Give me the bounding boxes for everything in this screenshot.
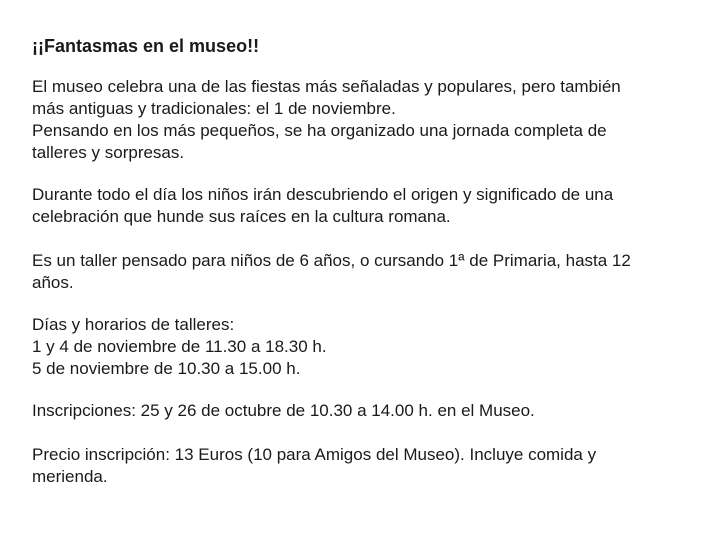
paragraph-intro-line-1: El museo celebra una de las fiestas más señaladas y populares, pero también [32, 77, 621, 96]
paragraph-ages-line-1: Es un taller pensado para niños de 6 años, o cursando 1ª de Primaria, hasta 12 [32, 251, 631, 270]
price-line-2: merienda. [32, 467, 108, 486]
schedule-line-1: 1 y 4 de noviembre de 11.30 a 18.30 h. [32, 337, 327, 356]
paragraph-intro-line-2: más antiguas y tradicionales: el 1 de noviembre. [32, 99, 396, 118]
paragraph-origin-line-1: Durante todo el día los niños irán descubriendo el origen y significado de una [32, 185, 614, 204]
page-title: ¡¡Fantasmas en el museo!! [32, 36, 260, 56]
paragraph-origin-line-2: celebración que hunde sus raíces en la cultura romana. [32, 207, 451, 226]
paragraph-ages-line-2: años. [32, 273, 74, 292]
paragraph-intro-line-3: Pensando en los más pequeños, se ha organizado una jornada completa de [32, 121, 607, 140]
schedule-line-2: 5 de noviembre de 10.30 a 15.00 h. [32, 359, 301, 378]
registration-line: Inscripciones: 25 y 26 de octubre de 10.30 a 14.00 h. en el Museo. [32, 401, 535, 420]
schedule-heading: Días y horarios de talleres: [32, 315, 235, 334]
price-line-1: Precio inscripción: 13 Euros (10 para Amigos del Museo). Incluye comida y [32, 445, 597, 464]
paragraph-intro-line-4: talleres y sorpresas. [32, 143, 185, 162]
